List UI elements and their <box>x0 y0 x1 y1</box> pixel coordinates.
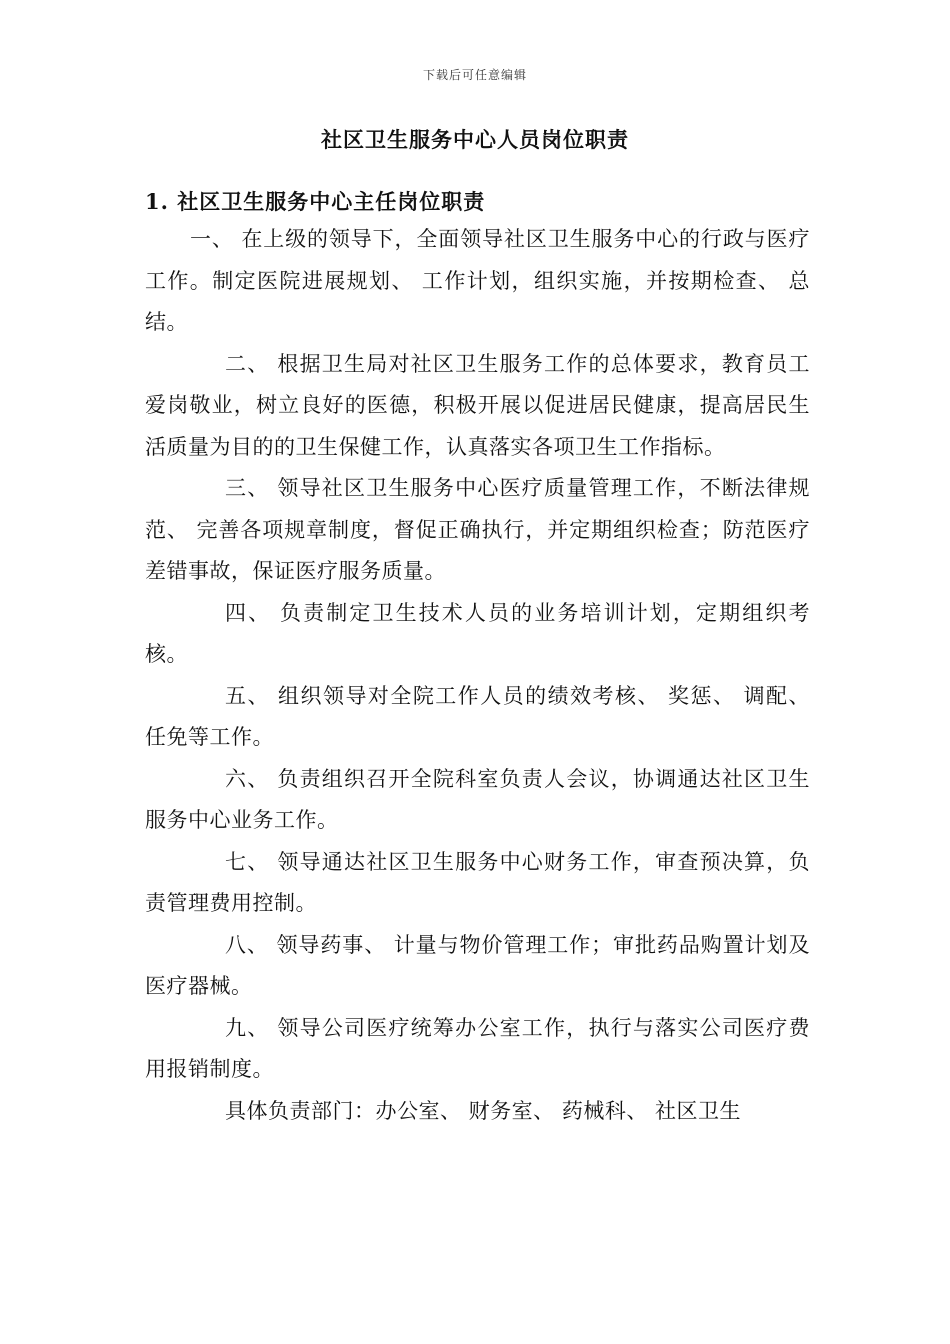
page-header-note: 下载后可任意编辑 <box>422 68 527 82</box>
paragraph-9: 九、 领导公司医疗统筹办公室工作，执行与落实公司医疗费用报销制度。 <box>145 1015 810 1081</box>
paragraph-3: 三、 领导社区卫生服务中心医疗质量管理工作，不断法律规范、 完善各项规章制度，督促正确执行，并定期组织检查；防范医疗差错事故，保证医疗服务质量。 <box>145 476 810 583</box>
paragraph-2: 二、 根据卫生局对社区卫生服务工作的总体要求，教育员工爱岗敬业，树立良好的医德，积极开展以促进居民健康，提高居民生活质量为目的的卫生保健工作，认真落实各项卫生工作指标。 <box>145 351 810 459</box>
paragraph-6: 六、 负责组织召开全院科室负责人会议，协调通达社区卫生服务中心业务工作。 <box>145 766 810 832</box>
paragraph-10: 具体负责部门：办公室、 财务室、 药械科、 社区卫生 <box>225 1098 742 1123</box>
paragraph-1: 一、 在上级的领导下，全面领导社区卫生服务中心的行政与医疗工作。制定医院进展规划、 工作计划，组织实施，并按期检查、 总结。 <box>145 227 810 334</box>
section-heading: 1. 社区卫生服务中心主任岗位职责 <box>145 189 486 214</box>
body-text <box>145 219 810 1132</box>
paragraph-7: 七、 领导通达社区卫生服务中心财务工作，审查预决算，负责管理费用控制。 <box>145 849 810 915</box>
paragraph-5: 五、 组织领导对全院工作人员的绩效考核、 奖惩、 调配、 任免等工作。 <box>145 683 810 749</box>
paragraph-8: 八、 领导药事、 计量与物价管理工作；审批药品购置计划及医疗器械。 <box>145 932 810 998</box>
paragraph-4: 四、 负责制定卫生技术人员的业务培训计划，定期组织考核。 <box>145 600 810 666</box>
document-title: 社区卫生服务中心人员岗位职责 <box>321 127 629 152</box>
